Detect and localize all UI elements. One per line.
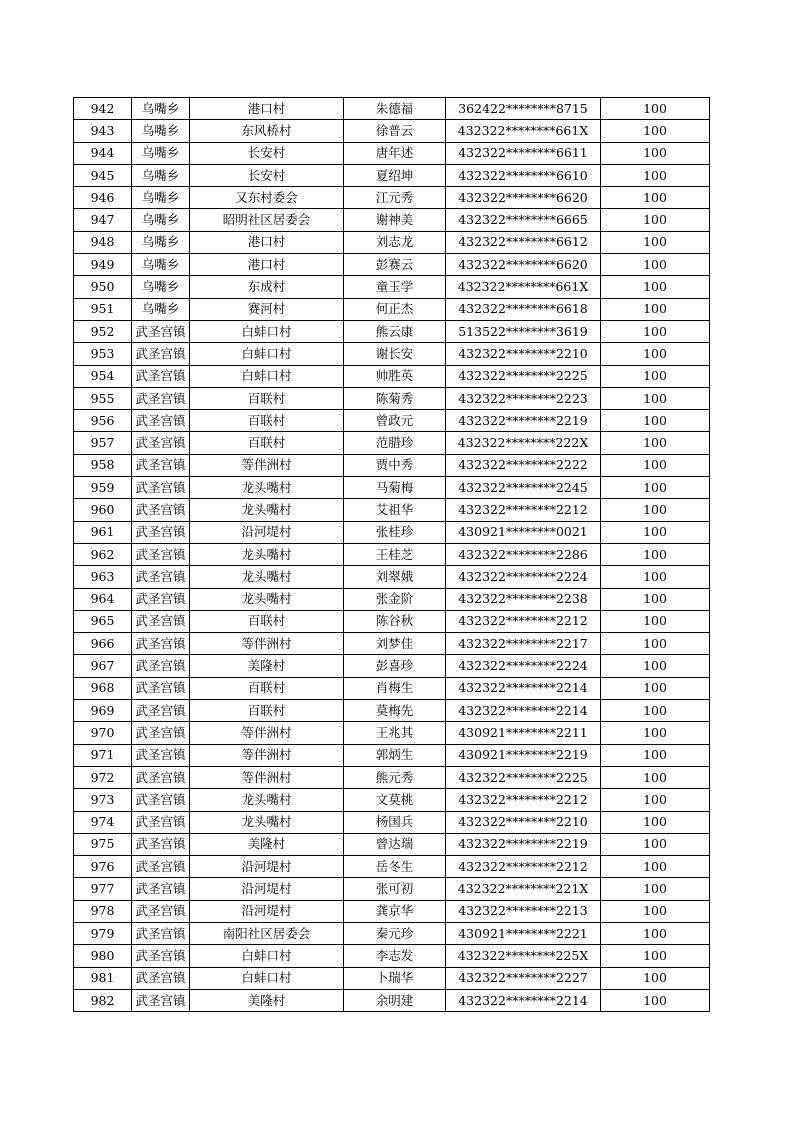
table-row	[74, 833, 710, 855]
table-row	[74, 789, 710, 811]
amount-cell: 100	[601, 766, 710, 788]
id-number-cell: 432322********2245	[446, 477, 601, 499]
village-cell: 百联村	[190, 700, 344, 722]
township-cell: 武圣宫镇	[132, 722, 190, 744]
row-number-cell: 969	[74, 700, 132, 722]
village-cell: 百联村	[190, 410, 344, 432]
name-cell: 徐普云	[344, 120, 446, 142]
township-cell: 乌嘴乡	[132, 231, 190, 253]
row-number-cell: 972	[74, 766, 132, 788]
village-cell: 又东村委会	[190, 187, 344, 209]
name-cell: 唐年述	[344, 142, 446, 164]
township-cell: 武圣宫镇	[132, 343, 190, 365]
row-number-cell: 956	[74, 410, 132, 432]
name-cell: 李志发	[344, 945, 446, 967]
row-number-cell: 978	[74, 900, 132, 922]
roster-body	[74, 98, 710, 1012]
id-number-cell: 432322********2214	[446, 989, 601, 1011]
village-cell: 东风桥村	[190, 120, 344, 142]
name-cell: 张桂珍	[344, 521, 446, 543]
amount-cell: 100	[601, 633, 710, 655]
township-cell: 武圣宫镇	[132, 744, 190, 766]
village-cell: 沿河堤村	[190, 856, 344, 878]
village-cell: 白蚌口村	[190, 365, 344, 387]
amount-cell: 100	[601, 566, 710, 588]
township-cell: 武圣宫镇	[132, 320, 190, 342]
amount-cell: 100	[601, 231, 710, 253]
id-number-cell: 432322********2210	[446, 343, 601, 365]
village-cell: 沿河堤村	[190, 521, 344, 543]
table-row	[74, 432, 710, 454]
id-number-cell: 432322********6620	[446, 254, 601, 276]
amount-cell: 100	[601, 142, 710, 164]
amount-cell: 100	[601, 856, 710, 878]
amount-cell: 100	[601, 477, 710, 499]
amount-cell: 100	[601, 610, 710, 632]
village-cell: 长安村	[190, 164, 344, 186]
table-row	[74, 187, 710, 209]
amount-cell: 100	[601, 499, 710, 521]
township-cell: 武圣宫镇	[132, 811, 190, 833]
village-cell: 长安村	[190, 142, 344, 164]
table-row	[74, 566, 710, 588]
row-number-cell: 966	[74, 633, 132, 655]
township-cell: 武圣宫镇	[132, 610, 190, 632]
row-number-cell: 973	[74, 789, 132, 811]
table-row	[74, 298, 710, 320]
row-number-cell: 948	[74, 231, 132, 253]
village-cell: 赛河村	[190, 298, 344, 320]
table-row	[74, 922, 710, 944]
township-cell: 武圣宫镇	[132, 543, 190, 565]
name-cell: 帅胜英	[344, 365, 446, 387]
township-cell: 武圣宫镇	[132, 477, 190, 499]
id-number-cell: 432322********2217	[446, 633, 601, 655]
name-cell: 岳冬生	[344, 856, 446, 878]
table-row	[74, 677, 710, 699]
row-number-cell: 946	[74, 187, 132, 209]
id-number-cell: 432322********2214	[446, 700, 601, 722]
village-cell: 百联村	[190, 610, 344, 632]
name-cell: 贾中秀	[344, 454, 446, 476]
table-row	[74, 320, 710, 342]
amount-cell: 100	[601, 655, 710, 677]
township-cell: 武圣宫镇	[132, 766, 190, 788]
name-cell: 谢神美	[344, 209, 446, 231]
name-cell: 龚京华	[344, 900, 446, 922]
row-number-cell: 953	[74, 343, 132, 365]
name-cell: 文莫桃	[344, 789, 446, 811]
row-number-cell: 957	[74, 432, 132, 454]
name-cell: 陈菊秀	[344, 387, 446, 409]
name-cell: 何正杰	[344, 298, 446, 320]
row-number-cell: 947	[74, 209, 132, 231]
township-cell: 武圣宫镇	[132, 967, 190, 989]
row-number-cell: 954	[74, 365, 132, 387]
id-number-cell: 432322********2222	[446, 454, 601, 476]
amount-cell: 100	[601, 209, 710, 231]
village-cell: 龙头嘴村	[190, 566, 344, 588]
village-cell: 等伴洲村	[190, 454, 344, 476]
table-row	[74, 967, 710, 989]
row-number-cell: 955	[74, 387, 132, 409]
village-cell: 百联村	[190, 432, 344, 454]
row-number-cell: 963	[74, 566, 132, 588]
village-cell: 龙头嘴村	[190, 588, 344, 610]
name-cell: 熊云康	[344, 320, 446, 342]
row-number-cell: 952	[74, 320, 132, 342]
id-number-cell: 430921********2221	[446, 922, 601, 944]
id-number-cell: 432322********225X	[446, 945, 601, 967]
village-cell: 等伴洲村	[190, 633, 344, 655]
table-row	[74, 142, 710, 164]
name-cell: 朱德福	[344, 98, 446, 120]
amount-cell: 100	[601, 432, 710, 454]
village-cell: 龙头嘴村	[190, 477, 344, 499]
table-row	[74, 410, 710, 432]
name-cell: 秦元珍	[344, 922, 446, 944]
name-cell: 杨国兵	[344, 811, 446, 833]
table-row	[74, 365, 710, 387]
id-number-cell: 430921********2219	[446, 744, 601, 766]
amount-cell: 100	[601, 833, 710, 855]
id-number-cell: 432322********2225	[446, 365, 601, 387]
township-cell: 武圣宫镇	[132, 410, 190, 432]
table-row	[74, 811, 710, 833]
table-row	[74, 254, 710, 276]
village-cell: 美隆村	[190, 833, 344, 855]
village-cell: 百联村	[190, 677, 344, 699]
township-cell: 武圣宫镇	[132, 588, 190, 610]
township-cell: 武圣宫镇	[132, 856, 190, 878]
amount-cell: 100	[601, 298, 710, 320]
id-number-cell: 432322********2212	[446, 499, 601, 521]
amount-cell: 100	[601, 588, 710, 610]
id-number-cell: 432322********2210	[446, 811, 601, 833]
table-row	[74, 633, 710, 655]
village-cell: 美隆村	[190, 655, 344, 677]
table-row	[74, 98, 710, 120]
table-row	[74, 231, 710, 253]
row-number-cell: 943	[74, 120, 132, 142]
row-number-cell: 980	[74, 945, 132, 967]
amount-cell: 100	[601, 945, 710, 967]
name-cell: 谢长安	[344, 343, 446, 365]
table-row	[74, 276, 710, 298]
amount-cell: 100	[601, 878, 710, 900]
amount-cell: 100	[601, 120, 710, 142]
id-number-cell: 432322********2224	[446, 655, 601, 677]
table-row	[74, 766, 710, 788]
table-row	[74, 588, 710, 610]
township-cell: 乌嘴乡	[132, 98, 190, 120]
table-row	[74, 477, 710, 499]
table-row	[74, 543, 710, 565]
township-cell: 武圣宫镇	[132, 700, 190, 722]
village-cell: 美隆村	[190, 989, 344, 1011]
name-cell: 江元秀	[344, 187, 446, 209]
amount-cell: 100	[601, 789, 710, 811]
name-cell: 熊元秀	[344, 766, 446, 788]
township-cell: 武圣宫镇	[132, 789, 190, 811]
table-row	[74, 722, 710, 744]
amount-cell: 100	[601, 922, 710, 944]
village-cell: 沿河堤村	[190, 878, 344, 900]
id-number-cell: 513522********3619	[446, 320, 601, 342]
table-row	[74, 856, 710, 878]
amount-cell: 100	[601, 276, 710, 298]
row-number-cell: 981	[74, 967, 132, 989]
township-cell: 武圣宫镇	[132, 432, 190, 454]
row-number-cell: 975	[74, 833, 132, 855]
name-cell: 曾政元	[344, 410, 446, 432]
id-number-cell: 432322********2223	[446, 387, 601, 409]
village-cell: 港口村	[190, 254, 344, 276]
amount-cell: 100	[601, 365, 710, 387]
village-cell: 白蚌口村	[190, 320, 344, 342]
amount-cell: 100	[601, 700, 710, 722]
township-cell: 武圣宫镇	[132, 945, 190, 967]
township-cell: 武圣宫镇	[132, 655, 190, 677]
id-number-cell: 432322********6620	[446, 187, 601, 209]
table-row	[74, 209, 710, 231]
row-number-cell: 962	[74, 543, 132, 565]
table-row	[74, 655, 710, 677]
row-number-cell: 979	[74, 922, 132, 944]
township-cell: 武圣宫镇	[132, 677, 190, 699]
table-row	[74, 499, 710, 521]
row-number-cell: 974	[74, 811, 132, 833]
township-cell: 乌嘴乡	[132, 298, 190, 320]
name-cell: 刘梦佳	[344, 633, 446, 655]
row-number-cell: 950	[74, 276, 132, 298]
name-cell: 彭赛云	[344, 254, 446, 276]
township-cell: 乌嘴乡	[132, 209, 190, 231]
name-cell: 曾达瑞	[344, 833, 446, 855]
name-cell: 范腊珍	[344, 432, 446, 454]
village-cell: 白蚌口村	[190, 945, 344, 967]
id-number-cell: 432322********6618	[446, 298, 601, 320]
township-cell: 武圣宫镇	[132, 833, 190, 855]
row-number-cell: 977	[74, 878, 132, 900]
row-number-cell: 965	[74, 610, 132, 632]
table-row	[74, 120, 710, 142]
id-number-cell: 432322********2212	[446, 610, 601, 632]
amount-cell: 100	[601, 164, 710, 186]
table-row	[74, 610, 710, 632]
row-number-cell: 982	[74, 989, 132, 1011]
table-row	[74, 900, 710, 922]
township-cell: 武圣宫镇	[132, 922, 190, 944]
id-number-cell: 432322********2238	[446, 588, 601, 610]
table-row	[74, 744, 710, 766]
name-cell: 艾祖华	[344, 499, 446, 521]
row-number-cell: 942	[74, 98, 132, 120]
table-row	[74, 945, 710, 967]
id-number-cell: 432322********2219	[446, 410, 601, 432]
id-number-cell: 432322********2224	[446, 566, 601, 588]
row-number-cell: 961	[74, 521, 132, 543]
row-number-cell: 959	[74, 477, 132, 499]
village-cell: 东成村	[190, 276, 344, 298]
name-cell: 郭炳生	[344, 744, 446, 766]
row-number-cell: 970	[74, 722, 132, 744]
id-number-cell: 432322********2212	[446, 789, 601, 811]
row-number-cell: 949	[74, 254, 132, 276]
amount-cell: 100	[601, 989, 710, 1011]
township-cell: 乌嘴乡	[132, 142, 190, 164]
id-number-cell: 432322********2286	[446, 543, 601, 565]
township-cell: 乌嘴乡	[132, 164, 190, 186]
name-cell: 肖梅生	[344, 677, 446, 699]
table-row	[74, 989, 710, 1011]
row-number-cell: 968	[74, 677, 132, 699]
amount-cell: 100	[601, 677, 710, 699]
id-number-cell: 432322********2225	[446, 766, 601, 788]
amount-cell: 100	[601, 967, 710, 989]
amount-cell: 100	[601, 454, 710, 476]
village-cell: 龙头嘴村	[190, 811, 344, 833]
row-number-cell: 951	[74, 298, 132, 320]
id-number-cell: 362422********8715	[446, 98, 601, 120]
amount-cell: 100	[601, 900, 710, 922]
amount-cell: 100	[601, 410, 710, 432]
name-cell: 莫梅先	[344, 700, 446, 722]
row-number-cell: 971	[74, 744, 132, 766]
id-number-cell: 430921********2211	[446, 722, 601, 744]
row-number-cell: 958	[74, 454, 132, 476]
amount-cell: 100	[601, 343, 710, 365]
table-row	[74, 454, 710, 476]
amount-cell: 100	[601, 521, 710, 543]
township-cell: 武圣宫镇	[132, 499, 190, 521]
table-row	[74, 878, 710, 900]
table-row	[74, 387, 710, 409]
id-number-cell: 430921********0021	[446, 521, 601, 543]
name-cell: 童玉学	[344, 276, 446, 298]
name-cell: 余明建	[344, 989, 446, 1011]
id-number-cell: 432322********6610	[446, 164, 601, 186]
row-number-cell: 960	[74, 499, 132, 521]
id-number-cell: 432322********2214	[446, 677, 601, 699]
row-number-cell: 944	[74, 142, 132, 164]
id-number-cell: 432322********2212	[446, 856, 601, 878]
village-cell: 白蚌口村	[190, 343, 344, 365]
amount-cell: 100	[601, 722, 710, 744]
name-cell: 马菊梅	[344, 477, 446, 499]
township-cell: 武圣宫镇	[132, 989, 190, 1011]
amount-cell: 100	[601, 320, 710, 342]
village-cell: 等伴洲村	[190, 722, 344, 744]
table-row	[74, 164, 710, 186]
row-number-cell: 964	[74, 588, 132, 610]
id-number-cell: 432322********2213	[446, 900, 601, 922]
id-number-cell: 432322********661X	[446, 120, 601, 142]
name-cell: 彭喜珍	[344, 655, 446, 677]
name-cell: 夏绍坤	[344, 164, 446, 186]
id-number-cell: 432322********6611	[446, 142, 601, 164]
amount-cell: 100	[601, 744, 710, 766]
amount-cell: 100	[601, 254, 710, 276]
amount-cell: 100	[601, 98, 710, 120]
name-cell: 王兆其	[344, 722, 446, 744]
village-cell: 龙头嘴村	[190, 543, 344, 565]
roster-table	[73, 97, 710, 1012]
township-cell: 武圣宫镇	[132, 365, 190, 387]
village-cell: 港口村	[190, 231, 344, 253]
id-number-cell: 432322********221X	[446, 878, 601, 900]
table-row	[74, 343, 710, 365]
id-number-cell: 432322********222X	[446, 432, 601, 454]
township-cell: 武圣宫镇	[132, 454, 190, 476]
amount-cell: 100	[601, 543, 710, 565]
village-cell: 等伴洲村	[190, 766, 344, 788]
township-cell: 乌嘴乡	[132, 187, 190, 209]
village-cell: 南阳社区居委会	[190, 922, 344, 944]
table-row	[74, 521, 710, 543]
name-cell: 张金阶	[344, 588, 446, 610]
village-cell: 龙头嘴村	[190, 789, 344, 811]
name-cell: 刘志龙	[344, 231, 446, 253]
name-cell: 张可初	[344, 878, 446, 900]
village-cell: 等伴洲村	[190, 744, 344, 766]
township-cell: 乌嘴乡	[132, 254, 190, 276]
row-number-cell: 976	[74, 856, 132, 878]
village-cell: 昭明社区居委会	[190, 209, 344, 231]
township-cell: 武圣宫镇	[132, 521, 190, 543]
township-cell: 武圣宫镇	[132, 878, 190, 900]
amount-cell: 100	[601, 387, 710, 409]
village-cell: 百联村	[190, 387, 344, 409]
id-number-cell: 432322********6612	[446, 231, 601, 253]
name-cell: 王桂芝	[344, 543, 446, 565]
township-cell: 武圣宫镇	[132, 633, 190, 655]
name-cell: 卜瑞华	[344, 967, 446, 989]
township-cell: 乌嘴乡	[132, 276, 190, 298]
township-cell: 武圣宫镇	[132, 900, 190, 922]
village-cell: 白蚌口村	[190, 967, 344, 989]
amount-cell: 100	[601, 811, 710, 833]
township-cell: 武圣宫镇	[132, 566, 190, 588]
amount-cell: 100	[601, 187, 710, 209]
row-number-cell: 945	[74, 164, 132, 186]
row-number-cell: 967	[74, 655, 132, 677]
id-number-cell: 432322********2227	[446, 967, 601, 989]
table-row	[74, 700, 710, 722]
township-cell: 乌嘴乡	[132, 120, 190, 142]
village-cell: 龙头嘴村	[190, 499, 344, 521]
id-number-cell: 432322********6665	[446, 209, 601, 231]
township-cell: 武圣宫镇	[132, 387, 190, 409]
village-cell: 沿河堤村	[190, 900, 344, 922]
id-number-cell: 432322********2219	[446, 833, 601, 855]
name-cell: 刘翠娥	[344, 566, 446, 588]
id-number-cell: 432322********661X	[446, 276, 601, 298]
village-cell: 港口村	[190, 98, 344, 120]
name-cell: 陈谷秋	[344, 610, 446, 632]
